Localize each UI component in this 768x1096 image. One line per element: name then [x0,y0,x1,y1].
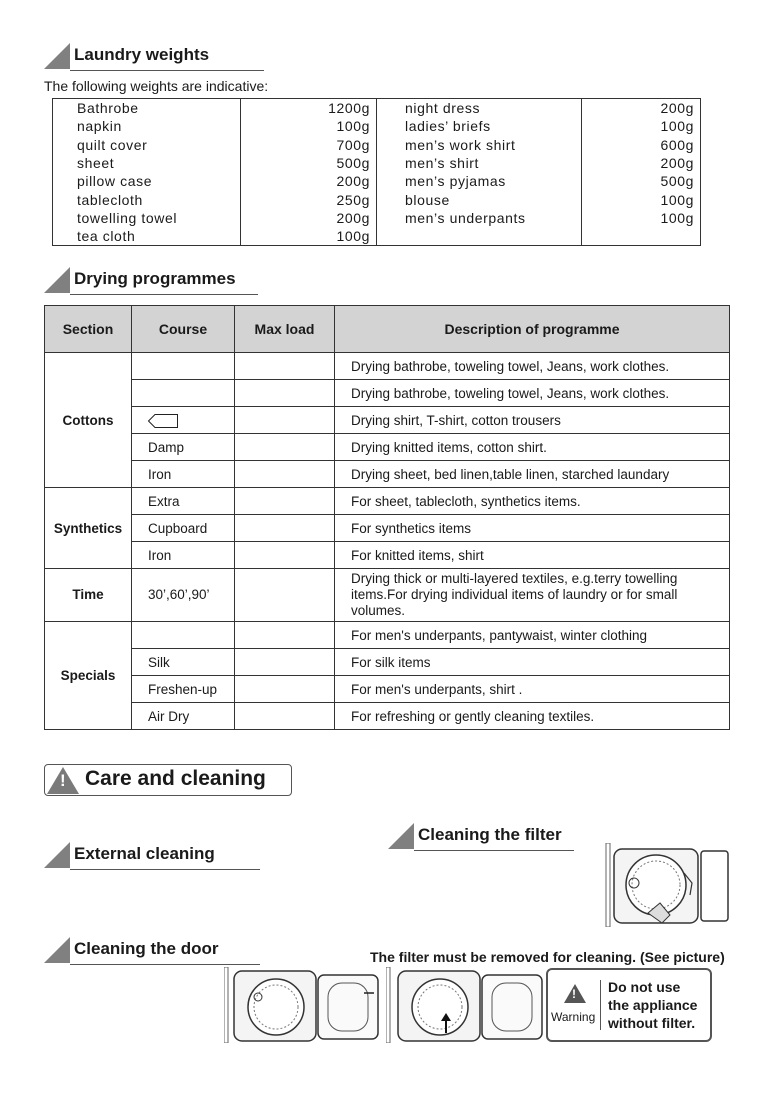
item-weight: 200g [241,172,377,190]
item-weight: 100g [582,190,701,208]
max-load-cell [235,622,335,649]
description-cell: For silk items [335,649,730,676]
table-row [53,154,701,172]
description-cell: Drying shirt, T-shirt, cotton trousers [335,407,730,434]
drying-programmes-heading [44,267,264,297]
warning-icon: ! [564,984,586,1003]
table-row [45,703,730,730]
section-specials: Specials [45,622,132,730]
description-cell: Drying bathrobe, toweling towel, Jeans, work clothes. [335,380,730,407]
item-name: tablecloth [53,190,241,208]
item-name: napkin [53,117,241,135]
heading-triangle-icon [44,267,70,293]
filter-note: The filter must be removed for cleaning. (See picture) [370,949,725,965]
item-name: men’s work shirt [377,136,582,154]
drying-programmes-table [44,305,730,730]
cleaning-door-heading [44,937,274,967]
table-row [53,190,701,208]
table-row [45,515,730,542]
table-row [45,434,730,461]
description-cell: For synthetics items [335,515,730,542]
dryer-door-picture [224,967,384,1043]
max-load-cell [235,461,335,488]
item-name [377,227,582,246]
drying-programmes-title: Drying programmes [74,269,236,288]
external-cleaning-title: External cleaning [74,844,215,863]
section-synthetics: Synthetics [45,488,132,569]
item-name: ladies’ briefs [377,117,582,135]
header-course: Course [132,306,235,353]
item-name: Bathrobe [53,99,241,118]
item-name: blouse [377,190,582,208]
warning-text: Do not use the appliance without filter. [608,979,698,1031]
cleaning-filter-title: Cleaning the filter [418,825,562,844]
table-row [45,569,730,622]
heading-triangle-icon [388,823,414,849]
laundry-weights-heading [44,43,264,73]
item-weight [582,227,701,246]
description-cell: Drying knitted items, cotton shirt. [335,434,730,461]
course-cell: Cupboard [132,515,235,542]
course-cell: Freshen-up [132,676,235,703]
item-weight: 200g [241,209,377,227]
header-description: Description of programme [335,306,730,353]
care-and-cleaning-heading [44,764,292,796]
warning-icon: ! [47,767,79,794]
table-row [45,649,730,676]
item-name: night dress [377,99,582,118]
heading-triangle-icon [44,842,70,868]
table-row [53,136,701,154]
item-name: men’s underpants [377,209,582,227]
care-title: Care and cleaning [85,767,266,790]
heading-triangle-icon [44,43,70,69]
item-weight: 200g [582,154,701,172]
course-cell: Extra [132,488,235,515]
course-cell [132,353,235,380]
description-cell: Drying thick or multi-layered textiles, e.g.terry towelling items.For drying individual items of laundry or for small volumes. [335,569,730,622]
warning-notice [546,968,712,1042]
description-cell: For sheet, tablecloth, synthetics items. [335,488,730,515]
heading-triangle-icon [44,937,70,963]
table-row [45,380,730,407]
course-cell: Air Dry [132,703,235,730]
table-row [45,461,730,488]
cleaning-door-title: Cleaning the door [74,939,219,958]
item-weight: 200g [582,99,701,118]
max-load-cell [235,353,335,380]
description-cell: Drying sheet, bed linen,table linen, starched laundary [335,461,730,488]
max-load-cell [235,488,335,515]
description-cell: For men's underpants, pantywaist, winter clothing [335,622,730,649]
item-weight: 100g [582,209,701,227]
table-row [53,172,701,190]
max-load-cell [235,380,335,407]
item-weight: 600g [582,136,701,154]
table-row [45,353,730,380]
course-cell [132,380,235,407]
section-cottons: Cottons [45,353,132,488]
external-cleaning-heading [44,842,274,872]
item-name: men’s pyjamas [377,172,582,190]
item-weight: 100g [241,227,377,246]
item-weight: 700g [241,136,377,154]
description-cell: For refreshing or gently cleaning textiles. [335,703,730,730]
description-cell: For men's underpants, shirt . [335,676,730,703]
table-row [45,622,730,649]
dryer-filter-picture [604,843,730,927]
course-cell [132,407,235,434]
label-tag-icon [148,414,178,427]
section-time: Time [45,569,132,622]
course-cell: 30’,60’,90’ [132,569,235,622]
max-load-cell [235,515,335,542]
item-weight: 1200g [241,99,377,118]
item-weight: 250g [241,190,377,208]
item-weight: 100g [582,117,701,135]
course-cell: Iron [132,542,235,569]
course-cell: Damp [132,434,235,461]
item-name: men’s shirt [377,154,582,172]
max-load-cell [235,542,335,569]
item-weight: 100g [241,117,377,135]
course-cell: Iron [132,461,235,488]
max-load-cell [235,434,335,461]
table-row [45,488,730,515]
laundry-weights-title: Laundry weights [74,45,210,64]
course-cell: Silk [132,649,235,676]
table-row [45,542,730,569]
description-cell: Drying bathrobe, toweling towel, Jeans, work clothes. [335,353,730,380]
max-load-cell [235,407,335,434]
table-row [53,209,701,227]
filter-removal-picture [386,967,546,1043]
item-weight: 500g [582,172,701,190]
max-load-cell [235,676,335,703]
item-name: quilt cover [53,136,241,154]
table-row [53,99,701,118]
table-row [53,227,701,246]
warning-label: Warning [551,1010,596,1024]
table-row [45,676,730,703]
item-name: sheet [53,154,241,172]
header-section: Section [45,306,132,353]
laundry-intro: The following weights are indicative: [44,78,269,94]
header-max-load: Max load [235,306,335,353]
item-name: tea cloth [53,227,241,246]
max-load-cell [235,569,335,622]
cleaning-filter-heading [388,823,588,853]
table-row [45,407,730,434]
description-cell: For knitted items, shirt [335,542,730,569]
table-row [53,117,701,135]
max-load-cell [235,703,335,730]
item-name: towelling towel [53,209,241,227]
max-load-cell [235,649,335,676]
laundry-weights-table [52,98,701,246]
item-weight: 500g [241,154,377,172]
course-cell [132,622,235,649]
item-name: pillow case [53,172,241,190]
